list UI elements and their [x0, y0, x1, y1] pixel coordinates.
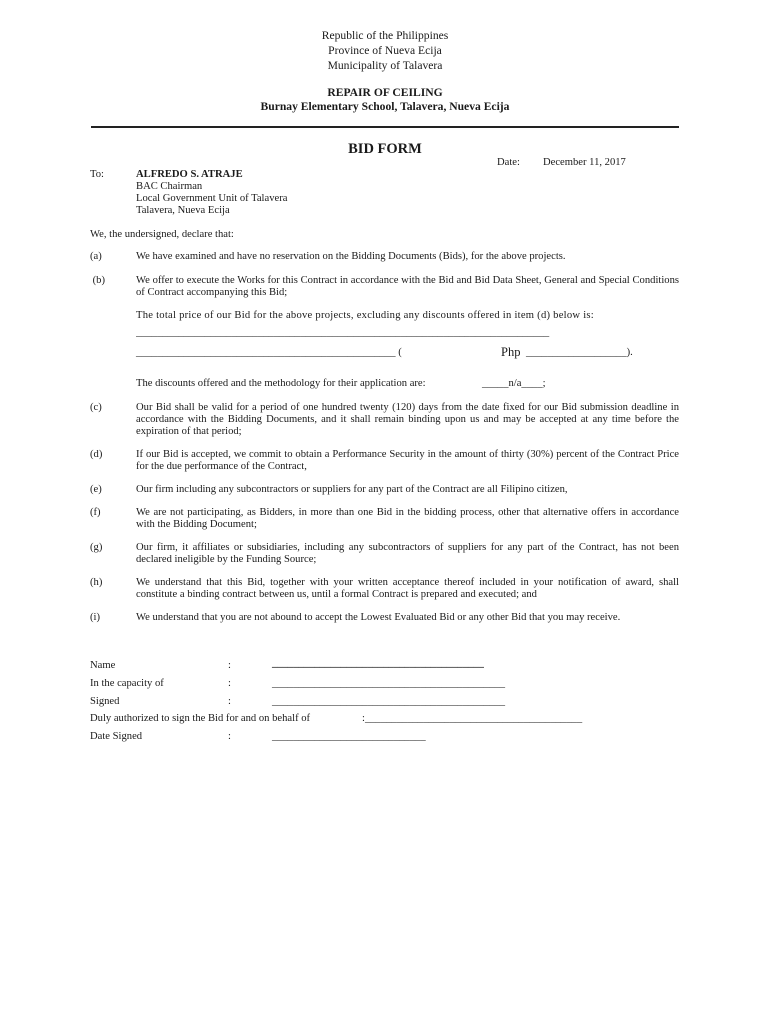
item-a-text: We have examined and have no reservation on the Bidding Documents (Bids), for the above projects. [136, 251, 566, 262]
addressee-address: Talavera, Nueva Ecija [136, 205, 230, 216]
item-e-label: (e) [90, 484, 102, 495]
item-c-label: (c) [90, 402, 102, 413]
authorized-line: :_________________________________________ [362, 713, 583, 724]
to-label: To: [90, 169, 104, 180]
item-h-label: (h) [90, 577, 103, 588]
total-price-text: The total price of our Bid for the above projects, excluding any discounts offered in item (d) below is: [136, 310, 594, 321]
name-colon: : [228, 660, 231, 671]
project-title: REPAIR OF CEILING [327, 86, 443, 99]
item-f-label: (f) [90, 507, 101, 518]
name-label: Name [90, 660, 116, 671]
discounts-value: _____n/a____; [482, 378, 546, 389]
item-d-label: (d) [90, 449, 103, 460]
form-title: BID FORM [348, 141, 422, 157]
php-amount-line: ___________________). [526, 347, 633, 358]
header-municipality: Municipality of Talavera [327, 59, 443, 72]
addressee-position: BAC Chairman [136, 181, 203, 192]
php-label: Php [501, 345, 521, 359]
signed-line: ____________________________________________ [272, 696, 506, 707]
header-divider [91, 126, 679, 128]
item-i-text: We understand that you are not abound to accept the Lowest Evaluated Bid or any other Bid that you may receive. [136, 612, 621, 623]
addressee-name: ALFREDO S. ATRAJE [136, 169, 243, 180]
item-a-label: (a) [90, 251, 102, 262]
intro-text: We, the undersigned, declare that: [90, 229, 234, 240]
addressee-office: Local Government Unit of Talavera [136, 193, 288, 204]
item-i-label: (i) [90, 612, 100, 623]
item-g-label: (g) [90, 542, 103, 553]
item-b-text: We offer to execute the Works for this Contract in accordance with the Bid and Bid Data Sheet, General and Special Conditions of Contract accompanying this Bid; [136, 275, 679, 299]
header-province: Province of Nueva Ecija [328, 44, 442, 57]
discounts-text: The discounts offered and the methodology for their application are: [136, 378, 426, 389]
signed-label: Signed [90, 696, 120, 707]
item-b-label: (b) [90, 275, 106, 286]
amount-words-line: _________________________________________________ ( [136, 347, 402, 358]
item-f-text: We are not participating, as Bidders, in more than one Bid in the bidding process, other that alternative offers in accordance with the Bidding Document; [136, 507, 679, 531]
date-value: December 11, 2017 [543, 157, 626, 168]
authorized-label: Duly authorized to sign the Bid for and on behalf of [90, 713, 311, 724]
signed-colon: : [228, 696, 231, 707]
header-republic: Republic of the Philippines [321, 29, 449, 42]
date-signed-label: Date Signed [90, 731, 143, 742]
project-location: Burnay Elementary School, Talavera, Nueva Ecija [260, 100, 510, 113]
total-price-blank-line: ______________________________________________________________________________ [136, 327, 550, 338]
capacity-label: In the capacity of [90, 678, 164, 689]
name-signature-line: ________________________________________ [272, 658, 484, 669]
item-d-text: If our Bid is accepted, we commit to obtain a Performance Security in the amount of thirty (30%) percent of the Contract Price for the due performance of the Contract, [136, 449, 679, 473]
date-signed-line: _____________________________ [272, 731, 426, 742]
date-label: Date: [497, 157, 520, 168]
capacity-line: ____________________________________________ [272, 678, 506, 689]
item-h-text: We understand that this Bid, together with your written acceptance thereof included in your notification of award, shall constitute a binding contract between us, until a formal Contract is prepared and executed; and [136, 577, 679, 601]
item-e-text: Our firm including any subcontractors or suppliers for any part of the Contract are all Filipino citizen, [136, 484, 568, 495]
capacity-colon: : [228, 678, 231, 689]
item-g-text: Our firm, it affiliates or subsidiaries, including any subcontractors of suppliers for any part of the Contract, has not been declared ineligible by the Funding Source; [136, 542, 679, 566]
date-signed-colon: : [228, 731, 231, 742]
item-c-text: Our Bid shall be valid for a period of one hundred twenty (120) days from the date fixed for our Bid submission deadline in accordance with the Bidding Documents, and it shall remain binding upon us and may be accepted at any time before the expiration of that period; [136, 402, 679, 438]
